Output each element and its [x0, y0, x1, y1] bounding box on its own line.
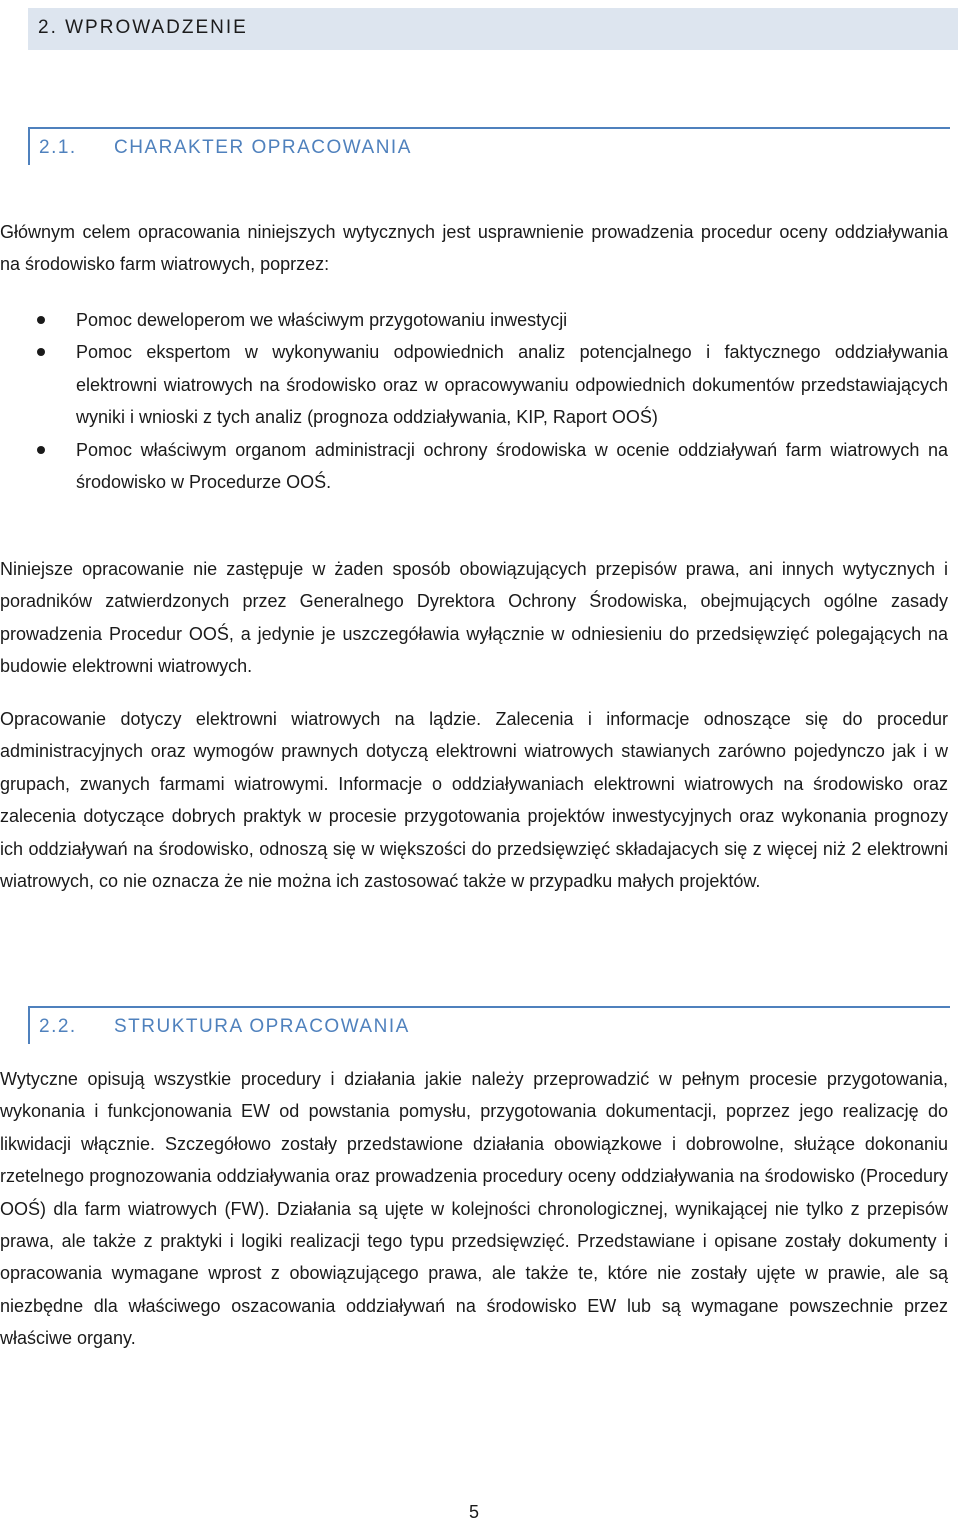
page-number: 5: [468, 1502, 479, 1522]
paragraph-onshore: Opracowanie dotyczy elektrowni wiatrowych na lądzie. Zalecenia i informacje odnoszące się do procedur administracyjnych oraz wymogów prawnych dotyczą elektrowni wiatrowych stawianych zarówno pojedynczo jak i w grupach, zwanych farmami wiatrowymi. Informacje o oddziaływaniach elektrowni wiatrowych na środowisko oraz zalecenia dotyczące dobrych praktyk w procesie przygotowania projektów inwestycyjnych oraz wykonania prognozy ich oddziaływań na środowisko, odnoszą się w większości do przedsięwzięć składajacych się z więcej niż 2 elektrowni wiatrowych, co nie oznacza że nie można ich zastosować także w przypadku małych projektów.: [0, 709, 948, 892]
paragraph-scope: Niniejsze opracowanie nie zastępuje w żaden sposób obowiązujących przepisów prawa, ani innych wytycznych i poradników zatwierdzonych przez Generalnego Dyrektora Ochrony Środowiska, obejmujących ogólne zasady prowadzenia Procedur OOŚ, a jedynie je uszczegóławia wyłącznie w odniesieniu do przedsięwzięć polegających na budowie elektrowni wiatrowych.: [0, 559, 948, 677]
chapter-heading: [28, 8, 958, 50]
section-number: 2.1.: [39, 137, 77, 158]
intro-paragraph: Głównym celem opracowania niniejszych wytycznych jest usprawnienie prowadzenia procedur oceny oddziaływania na środowisko farm wiatrowych, poprzez:: [0, 222, 948, 275]
list-item: Pomoc ekspertom w wykonywaniu odpowiednich analiz potencjalnego i faktycznego oddziaływania elektrowni wiatrowych na środowisko oraz w opracowywaniu odpowiednich dokumentów przedstawiających wyniki i wnioski z tych analiz (prognoza oddziaływania, KIP, Raport OOŚ): [0, 336, 948, 433]
section-heading-2-1: [28, 127, 950, 165]
section-heading-2-2: [28, 1006, 950, 1044]
bullet-list: [0, 304, 948, 498]
section-number: 2.2.: [39, 1016, 77, 1037]
paragraph-structure: Wytyczne opisują wszystkie procedury i działania jakie należy przeprowadzić w pełnym procesie przygotowania, wykonania i funkcjonowania EW od powstania pomysłu, przygotowania dokumentacji, poprzez jego realizację do likwidacji włącznie. Szczegółowo zostały przedstawione działania obowiązkowe i dobrowolne, służące dokonaniu rzetelnego prognozowania oddziaływania oraz prowadzenia procedury oceny oddziaływania na środowisko (Procedury OOŚ) dla farm wiatrowych (FW). Działania są ujęte w kolejności chronologicznej, wynikającej nie tylko z przepisów prawa, ale także z praktyki i logiki realizacji tego typu przedsięwzięć. Przedstawiane i opisane zostały dokumenty i opracowania wymagane wprost z obowiązującego prawa, ale także te, które nie zostały ujęte w prawie, ale są niezbędne dla właściwego oszacowania oddziaływań na środowisko EW lub są wymagane powszechnie przez właściwe organy.: [0, 1069, 948, 1349]
list-item: Pomoc deweloperom we właściwym przygotowaniu inwestycji: [0, 304, 948, 336]
list-item: Pomoc właściwym organom administracji ochrony środowiska w ocenie oddziaływań farm wiatrowych na środowisko w Procedurze OOŚ.: [0, 434, 948, 499]
chapter-heading-text: 2. WPROWADZENIE: [38, 17, 248, 38]
section-title: CHARAKTER OPRACOWANIA: [114, 137, 412, 158]
section-title: STRUKTURA OPRACOWANIA: [114, 1016, 410, 1037]
